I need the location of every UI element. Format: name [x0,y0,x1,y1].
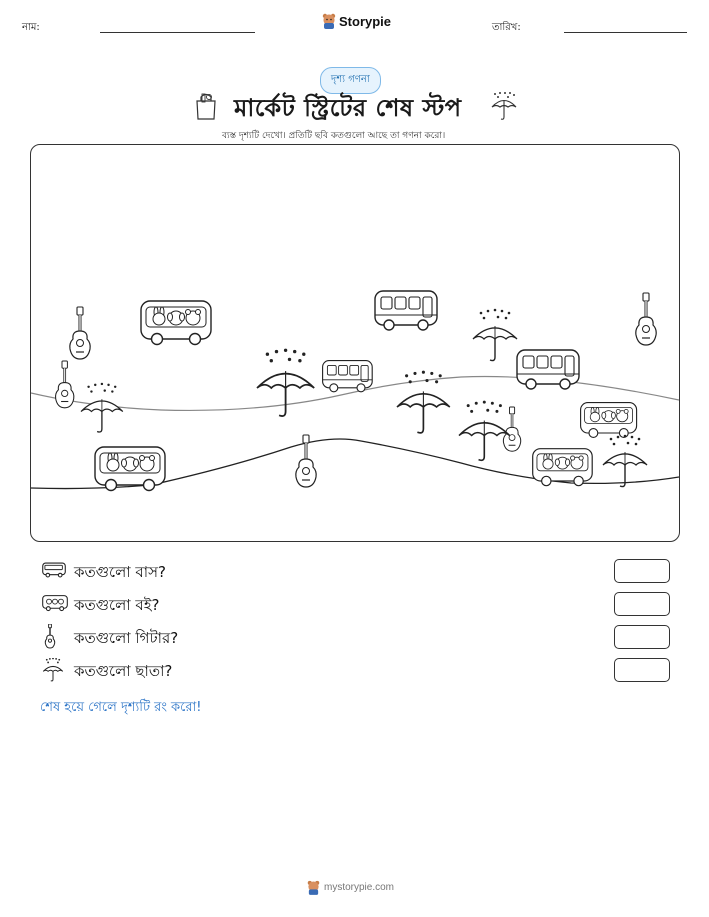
question-text: কতগুলো ছাতা? [74,662,173,680]
brand-name: Storypie [339,13,392,29]
question-text: কতগুলো বই? [74,596,160,614]
page-title: মার্কেট স্ট্রিটের শেষ স্টপ [234,94,462,122]
name-line [100,32,255,33]
answer-box[interactable] [614,625,670,649]
bus [323,361,373,392]
guitar [56,361,74,408]
bus-with-animals-icon [42,594,68,612]
umbrella [473,309,517,361]
answer-box[interactable] [614,658,670,682]
question-row [40,624,670,657]
question-text: কতগুলো গিটার? [74,629,179,647]
umbrella [459,401,510,461]
instructions: ব্যস্ত দৃশ্যটি দেখো। প্রতিটি ছবি কতগুলো আছে তা গণনা করো। [222,131,446,141]
umbrella [603,435,647,487]
name-label: নাম: [22,22,40,33]
answer-box[interactable] [614,559,670,583]
umbrella-rain-icon [42,658,64,682]
bus-icon [42,562,66,578]
date-label: তারিখ: [492,22,521,33]
question-row [40,657,670,690]
questions-list [40,558,670,690]
footer [307,880,394,895]
answer-box[interactable] [614,592,670,616]
guitar [503,407,520,451]
guitar [636,293,656,345]
question-text: কতগুলো বাস? [74,563,166,581]
bus [517,350,579,389]
umbrella [257,349,314,416]
question-row [40,591,670,624]
animal-bus [533,449,593,486]
bus [375,291,437,330]
footer-url[interactable]: mystorypie.com [324,882,395,893]
animal-bus [581,403,637,438]
counting-scene [30,144,680,542]
bear-logo-icon [322,13,336,29]
category-badge: দৃশ্য গণনা [320,67,381,94]
guitar-icon [44,624,56,649]
guitar [296,435,316,487]
animal-bus [95,447,165,491]
guitar [70,307,90,359]
coloring-note: শেষ হয়ে গেলে দৃশ্যটি রং করো! [40,700,202,715]
shopping-bag-icon [194,91,218,121]
brand-logo [322,13,391,29]
bear-logo-icon [307,880,320,895]
animal-bus [141,301,211,345]
umbrella [81,383,123,432]
umbrella-rain-icon [490,91,518,121]
question-row [40,558,670,591]
date-line [564,32,687,33]
